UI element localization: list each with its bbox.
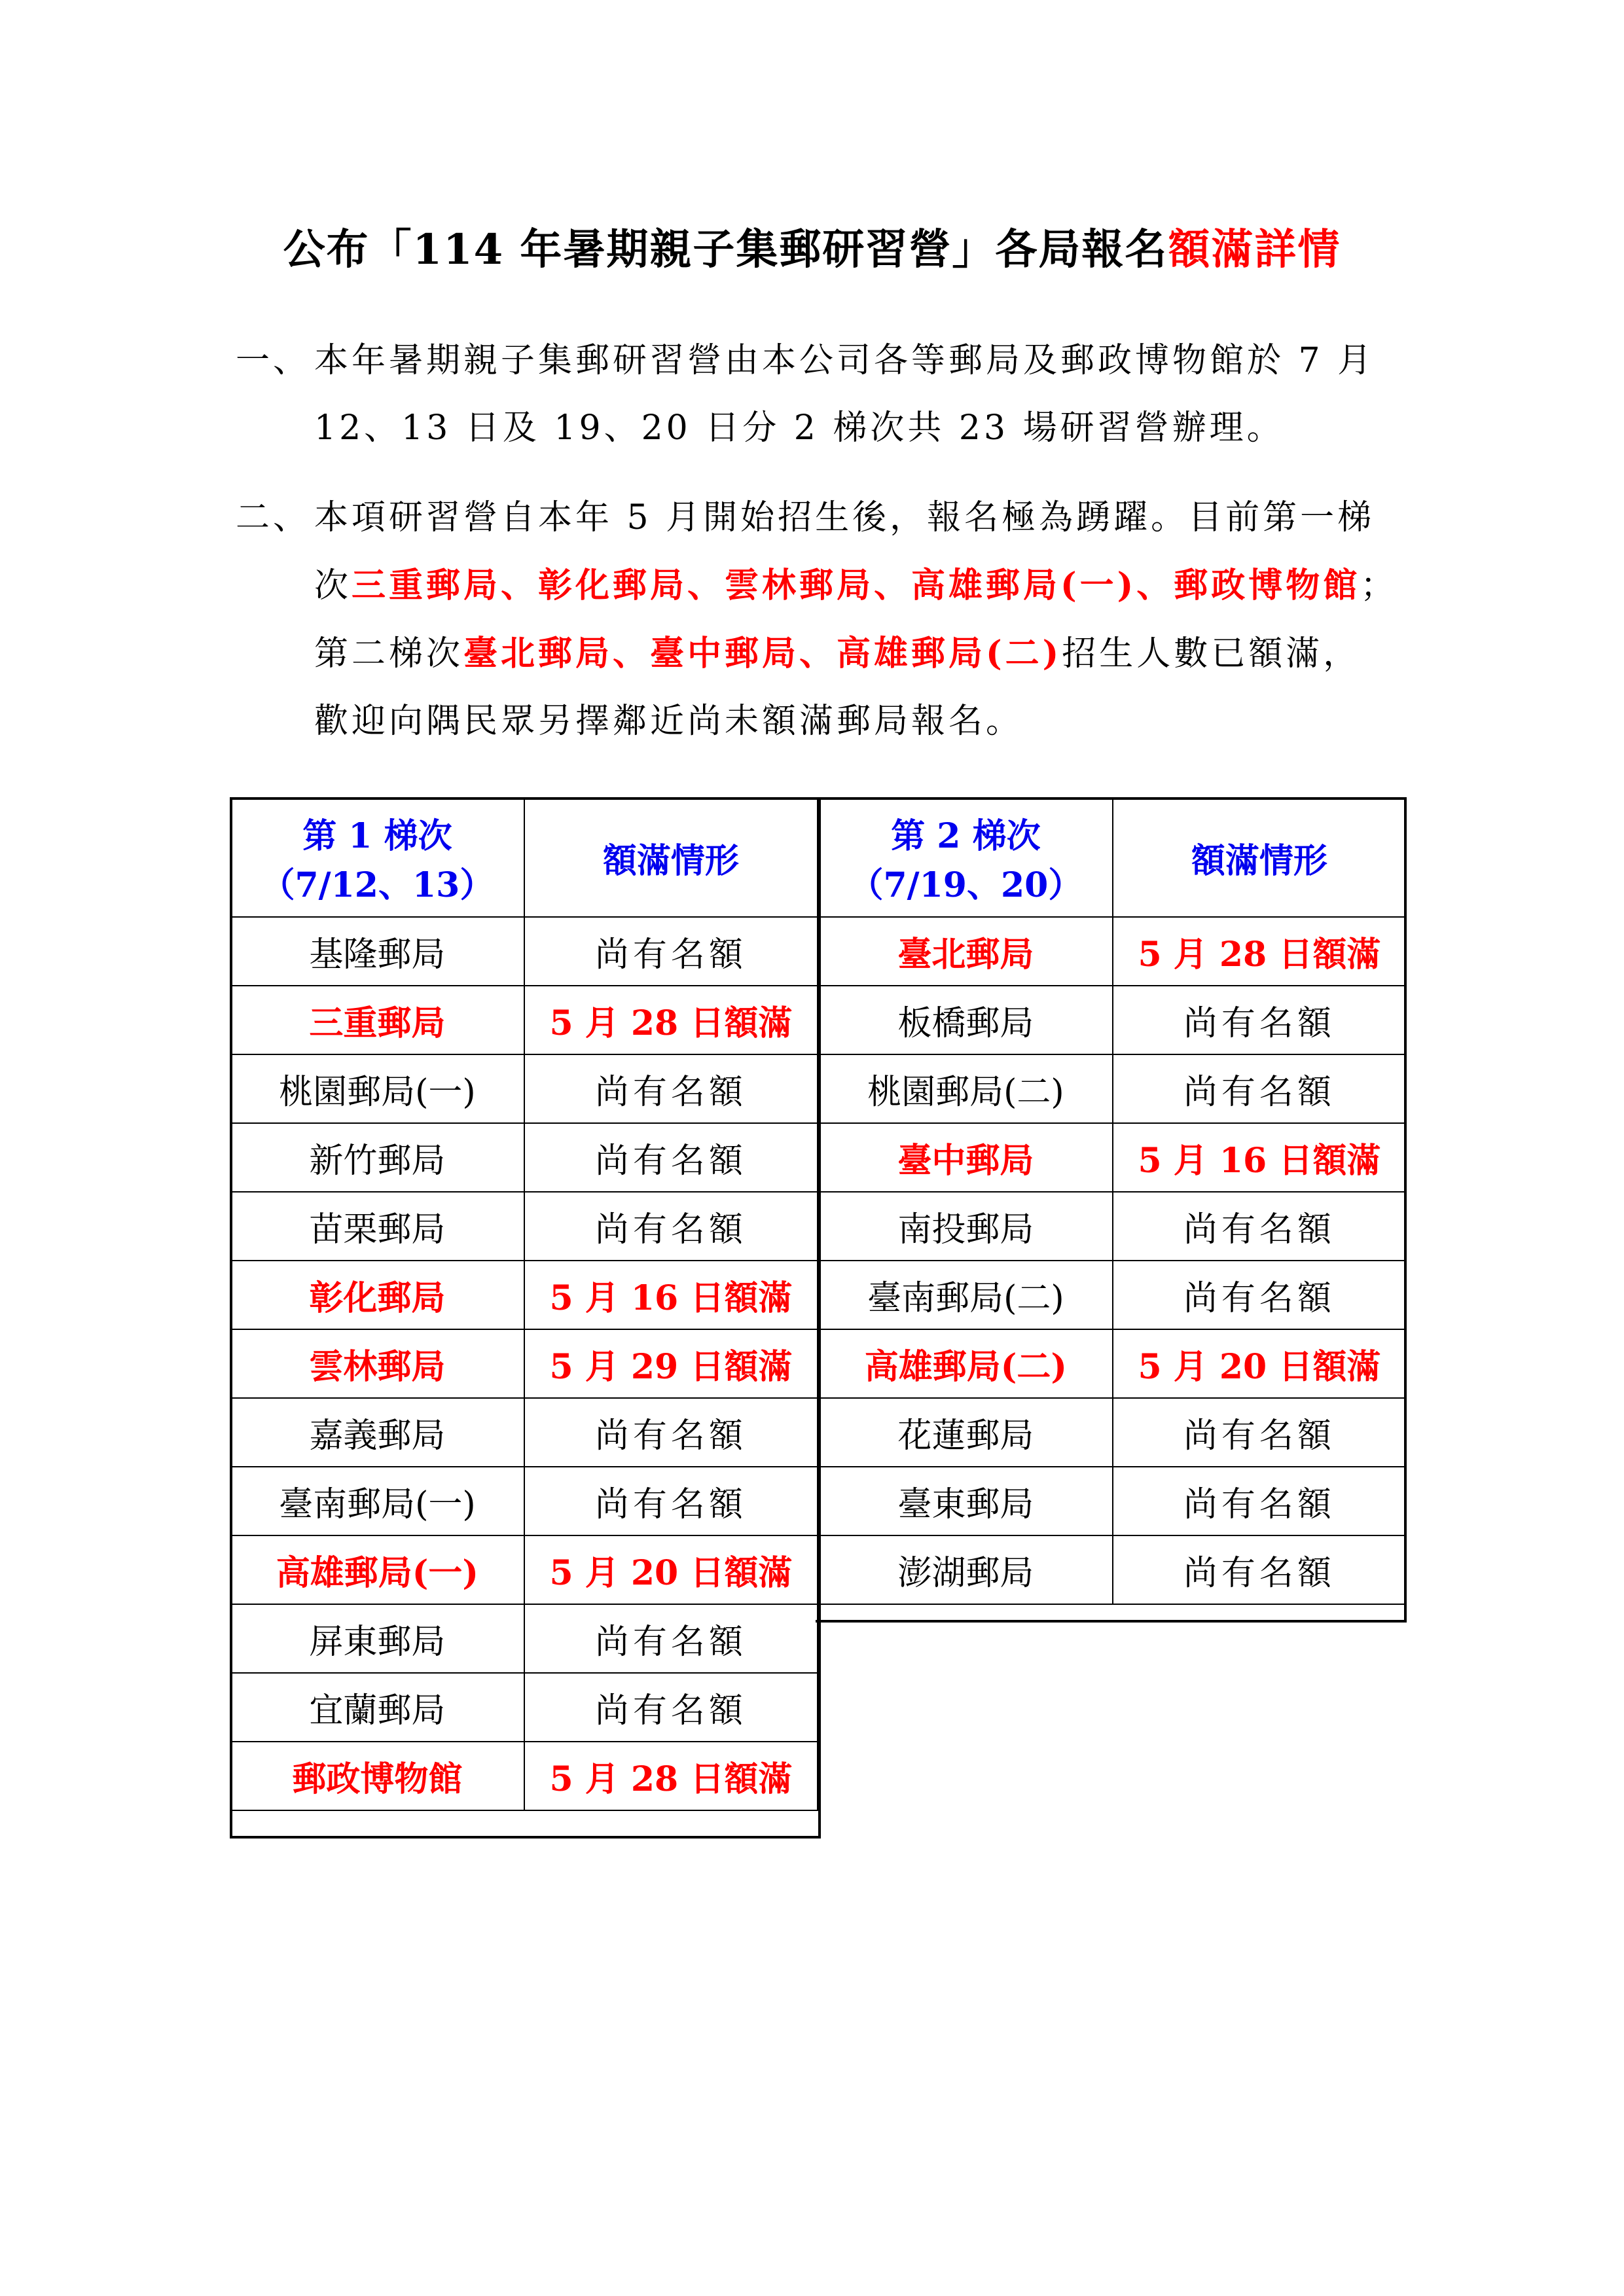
table-row (819, 1192, 1406, 1261)
batch-2-label: 第 2 梯次 (891, 816, 1041, 856)
post-office-name: 花蓮郵局 (819, 1398, 1113, 1467)
quota-status: 5 月 28 日額滿 (1113, 917, 1406, 986)
quota-status: 5 月 29 日額滿 (524, 1329, 818, 1398)
table-row (230, 1398, 818, 1467)
post-office-name: 郵政博物館 (230, 1742, 524, 1810)
table-header-row (819, 798, 1406, 917)
post-office-name: 臺南郵局(一) (230, 1467, 524, 1535)
post-office-name: 高雄郵局(二) (819, 1329, 1113, 1398)
p2-line3-b: 招生人數已額滿， (1062, 634, 1361, 673)
batch-2-header (819, 798, 1113, 917)
post-office-name: 桃園郵局(一) (230, 1054, 524, 1123)
post-office-name: 嘉義郵局 (230, 1398, 524, 1467)
post-office-name: 臺北郵局 (819, 917, 1113, 986)
table-row (230, 917, 818, 986)
table-row (819, 1467, 1406, 1535)
p2-line2-a: 次 (314, 566, 352, 605)
batch-1-dates: （7/12、13） (261, 865, 494, 905)
quota-status: 5 月 20 日額滿 (524, 1535, 818, 1604)
title-highlight: 額滿詳情 (1168, 225, 1341, 274)
table-row (819, 986, 1406, 1054)
quota-status: 尚有名額 (524, 1123, 818, 1192)
table-row (230, 1742, 818, 1810)
table-row (819, 1123, 1406, 1192)
post-office-name: 屏東郵局 (230, 1604, 524, 1673)
quota-status: 尚有名額 (524, 1054, 818, 1123)
batch-1-header (230, 798, 524, 917)
table-row (819, 1329, 1406, 1398)
paragraph-1-line-2: 12、13 日及 19、20 日分 2 梯次共 23 場研習營辦理。 (314, 408, 1284, 448)
table-row (230, 1054, 818, 1123)
quota-status: 尚有名額 (1113, 1261, 1406, 1329)
quota-status: 5 月 28 日額滿 (524, 1742, 818, 1810)
table-row (230, 1604, 818, 1673)
table-header-row (230, 798, 818, 917)
post-office-name: 三重郵局 (230, 986, 524, 1054)
quota-status: 5 月 16 日額滿 (1113, 1123, 1406, 1192)
post-office-name: 苗栗郵局 (230, 1192, 524, 1261)
quota-status: 尚有名額 (1113, 1467, 1406, 1535)
post-office-name: 彰化郵局 (230, 1261, 524, 1329)
quota-status: 5 月 28 日額滿 (524, 986, 818, 1054)
table-batch-1 (230, 797, 818, 1811)
post-office-name: 臺中郵局 (819, 1123, 1113, 1192)
post-office-name: 高雄郵局(一) (230, 1535, 524, 1604)
batch-2-dates: （7/19、20） (849, 865, 1083, 905)
paragraph-1 (236, 327, 1414, 462)
table-row (230, 1467, 818, 1535)
table-row (230, 1192, 818, 1261)
batch-2-status-header: 額滿情形 (1113, 798, 1406, 917)
table-batch-2 (818, 797, 1407, 1605)
quota-status: 尚有名額 (1113, 986, 1406, 1054)
quota-status: 尚有名額 (524, 1192, 818, 1261)
table-row (819, 1535, 1406, 1604)
post-office-name: 南投郵局 (819, 1192, 1113, 1261)
paragraph-2-line-2 (314, 552, 1414, 620)
paragraph-2-number: 二、 (236, 498, 311, 537)
paragraph-2-line-3 (314, 620, 1414, 688)
post-office-name: 臺東郵局 (819, 1467, 1113, 1535)
quota-status: 尚有名額 (524, 1604, 818, 1673)
batch-1-label: 第 1 梯次 (302, 816, 452, 856)
quota-status: 尚有名額 (1113, 1398, 1406, 1467)
p2-full-list-1: 三重郵局、彰化郵局、雲林郵局、高雄郵局(一)、郵政博物館 (352, 565, 1361, 605)
post-office-name: 澎湖郵局 (819, 1535, 1113, 1604)
quota-status: 尚有名額 (1113, 1535, 1406, 1604)
post-office-name: 新竹郵局 (230, 1123, 524, 1192)
paragraph-1-line-1: 本年暑期親子集郵研習營由本公司各等郵局及郵政博物館於 7 月 (314, 341, 1375, 380)
post-office-name: 基隆郵局 (230, 917, 524, 986)
quota-status: 尚有名額 (524, 917, 818, 986)
quota-status: 5 月 20 日額滿 (1113, 1329, 1406, 1398)
table-row (230, 1261, 818, 1329)
paragraph-2-line-1: 本項研習營自本年 5 月開始招生後，報名極為踴躍。目前第一梯 (314, 498, 1375, 537)
table-row (819, 1398, 1406, 1467)
paragraph-1-number: 一、 (236, 341, 311, 380)
p2-full-list-2: 臺北郵局、臺中郵局、高雄郵局(二) (463, 634, 1062, 673)
table-row (819, 917, 1406, 986)
p2-line3-a: 第二梯次 (314, 634, 464, 673)
table-row (230, 1329, 818, 1398)
p2-line2-b: ； (1360, 566, 1398, 605)
table-row (819, 1054, 1406, 1123)
table-row (819, 1261, 1406, 1329)
table-row (230, 1673, 818, 1742)
title-prefix: 公布「114 年暑期親子集郵研習營」各局報名 (283, 225, 1168, 274)
page-title (0, 216, 1624, 276)
post-office-name: 雲林郵局 (230, 1329, 524, 1398)
quota-status: 尚有名額 (1113, 1054, 1406, 1123)
batch-1-status-header: 額滿情形 (524, 798, 818, 917)
post-office-name: 桃園郵局(二) (819, 1054, 1113, 1123)
table-row (230, 1535, 818, 1604)
paragraph-2-line-4: 歡迎向隅民眾另擇鄰近尚未額滿郵局報名。 (314, 702, 1024, 741)
post-office-name: 宜蘭郵局 (230, 1673, 524, 1742)
post-office-name: 臺南郵局(二) (819, 1261, 1113, 1329)
quota-status: 尚有名額 (524, 1398, 818, 1467)
post-office-name: 板橋郵局 (819, 986, 1113, 1054)
quota-status: 尚有名額 (524, 1673, 818, 1742)
quota-status: 尚有名額 (524, 1467, 818, 1535)
table-row (230, 1123, 818, 1192)
quota-status: 5 月 16 日額滿 (524, 1261, 818, 1329)
quota-status: 尚有名額 (1113, 1192, 1406, 1261)
paragraph-2 (236, 484, 1414, 755)
table-row (230, 986, 818, 1054)
